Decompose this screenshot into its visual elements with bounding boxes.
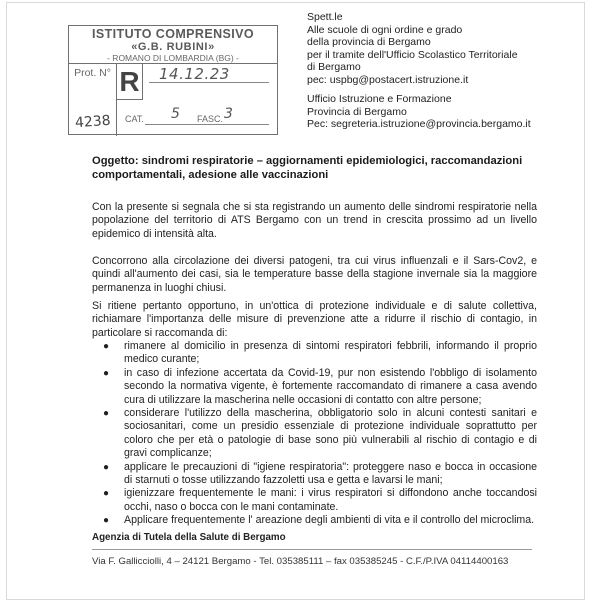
stamp-school-line3: - ROMANO DI LOMBARDIA (BG) - [107, 53, 239, 63]
recipient-pec: pec: uspbg@postacert.istruzione.it [307, 73, 469, 86]
bullet-icon: ● [103, 515, 110, 527]
letter-subject: Oggetto: sindromi respiratorie – aggiornamenti epidemiologici, raccomandazioni comportamentali, adesione alle vaccinazioni [92, 155, 523, 181]
footer-divider [92, 549, 532, 550]
body-paragraph: Concorrono alla circolazione dei diversi patogeni, tra cui virus influenzali e il Sars-Cov2, e quindi all'aumento dei casi, sia le temperature basse della stagione invernale sia la maggiore permanenza in luoghi chiusi. [92, 255, 537, 294]
list-item [92, 487, 537, 514]
list-item-text: considerare l'utilizzo della mascherina, obbligatorio solo in alcuni contesti sanitari e sociosanitari, come un presidio essenziale di protezione individuale soprattutto per coloro che per età o patologie di base sono più vulnerabili al rischio di contagio e di gravi complicanze; [124, 407, 537, 460]
stamp-school-line1: ISTITUTO COMPRENSIVO [92, 27, 254, 41]
recipient-line: Provincia di Bergamo [307, 105, 407, 118]
bullet-icon: ● [103, 341, 110, 352]
bullet-icon: ● [103, 461, 110, 473]
stamp-prot-box [69, 64, 117, 136]
stamp-school-header [69, 26, 277, 64]
stamp-cat-label: CAT. [125, 114, 144, 124]
stamp-r-letter: R [117, 64, 143, 100]
stamp-fasc-value: 3 [224, 106, 233, 122]
stamp-school-line2: «G.B. RUBINI» [131, 41, 215, 53]
list-item-text: Applicare frequentemente l' areazione degli ambienti di vita e il controllo del microclima. [124, 514, 535, 527]
protocol-stamp [68, 25, 278, 135]
recipient-line: Spett.le [307, 11, 343, 23]
bullet-icon: ● [103, 488, 110, 500]
list-item-text: applicare le precauzioni di "igiene respiratoria": proteggere naso e bocca in occasione di starnuti o tosse utilizzando fazzoletti usa e getta e lavarsi le mani; [124, 460, 537, 487]
bullet-icon: ● [103, 367, 110, 379]
list-item [92, 367, 537, 407]
recipient-line: della provincia di Bergamo [307, 36, 431, 49]
document-page [6, 2, 585, 600]
recommendation-list [92, 340, 537, 528]
signature-agency: Agenzia di Tutela della Salute di Bergamo [92, 532, 286, 543]
list-item [92, 407, 537, 461]
stamp-cat-value: 5 [171, 106, 180, 122]
footer-address: Via F. Gallicciolli, 4 – 24121 Bergamo - Tel. 035385111 – fax 035385245 - C.F./P.IVA 04114400163 [92, 556, 509, 567]
stamp-prot-label: Prot. N° [74, 67, 111, 79]
recipient-line: di Bergamo [307, 61, 361, 74]
list-item-text: rimanere al domicilio in presenza di sintomi respiratori febbrili, informando il proprio medico curante; [124, 340, 537, 366]
list-item-text: igienizzare frequentemente le mani: i virus respiratori si diffondono anche toccandosi occhi, naso o bocca con le mani contaminate. [124, 487, 537, 513]
stamp-prot-number: 4238 [74, 112, 112, 132]
bullet-icon: ● [103, 408, 110, 420]
stamp-cat-line [145, 124, 269, 125]
recipient-line: per il tramite dell'Ufficio Scolastico Territoriale [307, 48, 518, 61]
list-item-text: in caso di infezione accertata da Covid-19, pur non esistendo l'obbligo di isolamento secondo la normativa vigente, è fortemente raccomandato di rimanere a casa avendo cura di utilizzare la mascherina nelle occasioni di contatto con altre persone; [124, 366, 537, 406]
stamp-date-line [149, 82, 269, 83]
body-paragraph: Con la presente si segnala che si sta registrando un aumento delle sindromi respiratorie nella popolazione del territorio di ATS Bergamo con un trend in crescita prossimo ad un livello epidemico di intensità alta. [92, 201, 537, 240]
body-paragraph: Si ritiene pertanto opportuno, in un'ottica di protezione individuale e di salute collettiva, richiamare l'importanza delle misure di prevenzione atte a ridurre il rischio di contagio, in particolare si raccomanda di: [92, 300, 537, 339]
stamp-date: 14.12.23 [159, 65, 230, 83]
list-item [92, 514, 537, 527]
list-item [92, 461, 537, 488]
recipient-block-schools [307, 11, 518, 87]
list-item [92, 340, 537, 367]
recipient-line: Alle scuole di ogni ordine e grado [307, 23, 463, 36]
recipient-pec: Pec: segreteria.istruzione@provincia.bergamo.it [307, 118, 531, 131]
stamp-fasc-label: FASC. [197, 114, 224, 124]
recipient-line: Ufficio Istruzione e Formazione [307, 93, 452, 105]
recipient-block-province [307, 93, 531, 131]
